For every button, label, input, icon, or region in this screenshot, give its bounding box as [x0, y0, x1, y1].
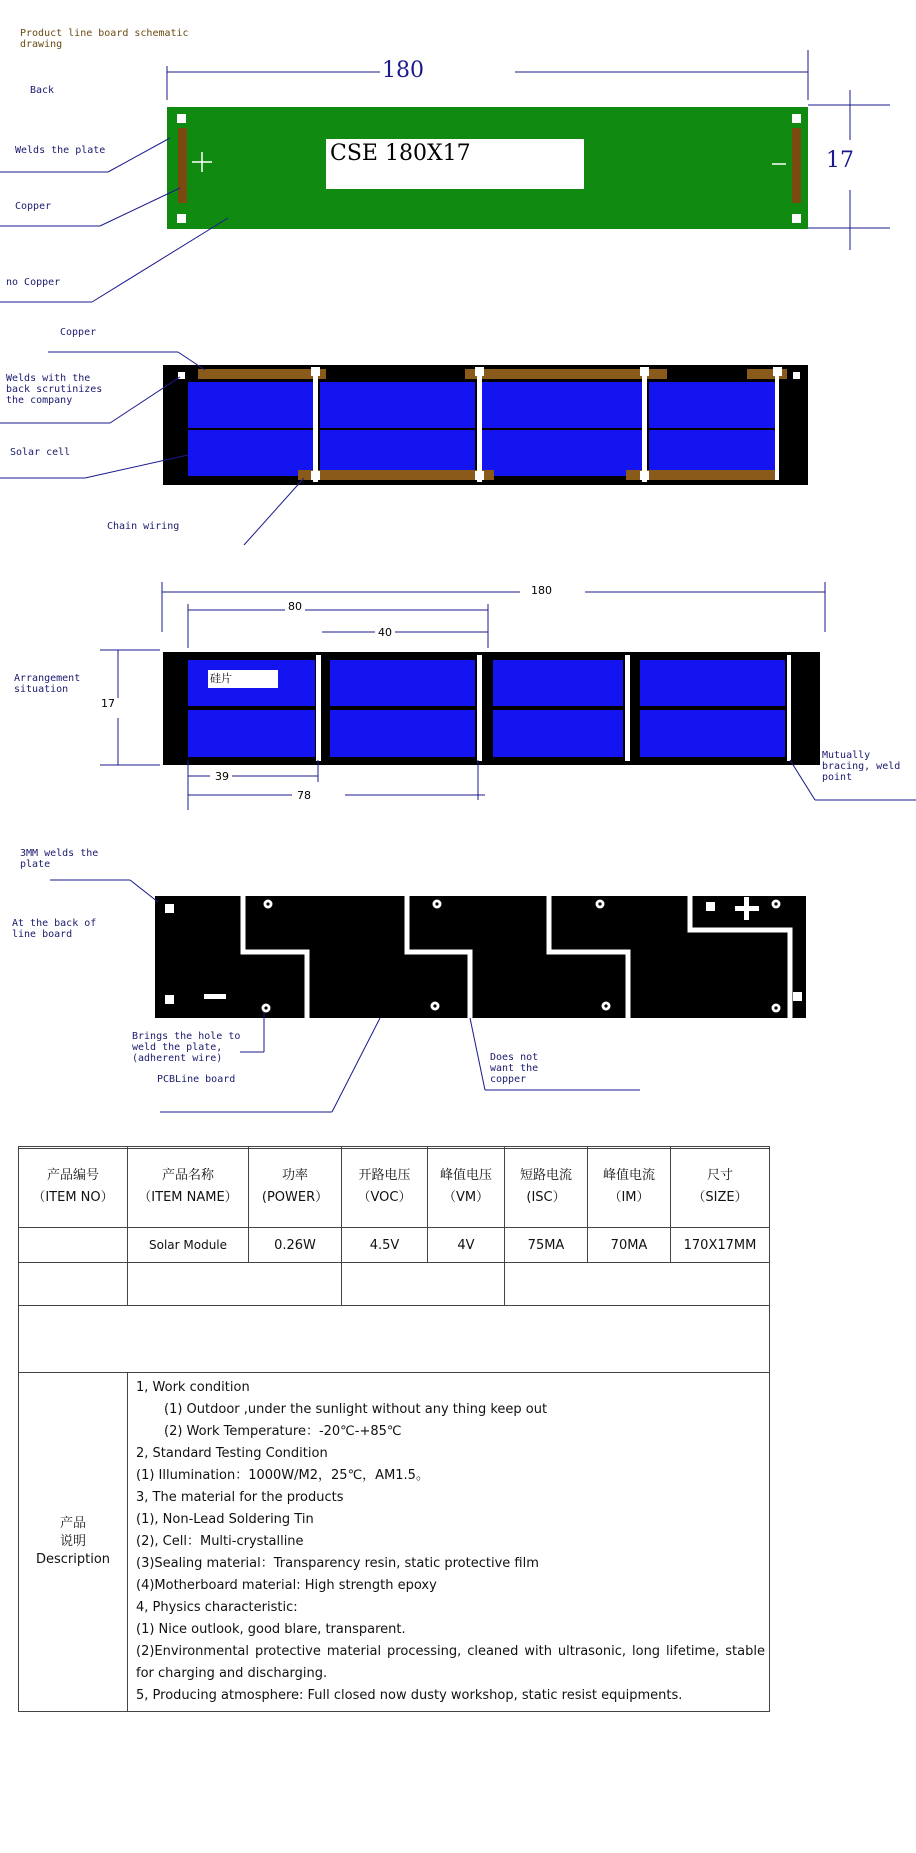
- diagram-title: Product line board schematic drawing: [20, 28, 189, 50]
- value-row: [19, 1228, 770, 1263]
- label-back: Back: [30, 85, 55, 96]
- label-arrangement: Arrangement situation: [14, 673, 81, 695]
- pcb-model-label: CSE 180X17: [326, 139, 584, 189]
- td-item-name: Solar Module: [128, 1228, 249, 1263]
- th-vm: 峰值电压 （VM）: [428, 1147, 505, 1228]
- td-voc: 4.5V: [342, 1228, 428, 1263]
- td-vm: 4V: [428, 1228, 505, 1263]
- th-power: 功率 (POWER）: [249, 1147, 342, 1228]
- arr-dim-39: 39: [215, 770, 229, 783]
- label-3mm-welds: 3MM welds the plate: [20, 848, 99, 870]
- th-size: 尺寸 （SIZE）: [671, 1147, 770, 1228]
- label-welds-back: Welds with the back scrutinizes the company: [6, 373, 103, 406]
- label-brings-hole: Brings the hole to weld the plate, (adherent wire): [132, 1031, 241, 1064]
- arr-dim-180: 180: [531, 584, 552, 597]
- dim-180: 180: [382, 58, 424, 83]
- label-welds-plate: Welds the plate: [15, 145, 106, 156]
- label-copper: Copper: [15, 201, 52, 212]
- td-size: 170X17MM: [671, 1228, 770, 1263]
- description-row: [19, 1373, 770, 1712]
- dim-17: 17: [826, 148, 854, 173]
- blank-row-2: [19, 1306, 770, 1373]
- blank-row-1: [19, 1263, 770, 1306]
- td-isc: 75MA: [505, 1228, 588, 1263]
- label-chain-wiring: Chain wiring: [107, 521, 180, 532]
- label-solar-cell: Solar cell: [10, 447, 71, 458]
- arrangement-diagram: [0, 570, 916, 830]
- th-item-name: 产品名称 （ITEM NAME）: [128, 1147, 249, 1228]
- arr-dim-80: 80: [288, 600, 302, 613]
- th-im: 峰值电流 （IM）: [588, 1147, 671, 1228]
- header-row: [19, 1147, 770, 1228]
- label-no-copper-back: Does not want the copper: [490, 1052, 539, 1085]
- cell-board-diagram: [0, 330, 916, 550]
- desc-label: 产品 说明 Description: [19, 1373, 128, 1712]
- spec-table: [18, 1146, 770, 1712]
- td-power: 0.26W: [249, 1228, 342, 1263]
- chip-label: 硅片: [208, 670, 278, 688]
- arr-dim-40: 40: [378, 626, 392, 639]
- td-im: 70MA: [588, 1228, 671, 1263]
- th-voc: 开路电压 （VOC）: [342, 1147, 428, 1228]
- arr-dim-17: 17: [101, 697, 115, 710]
- label-back-line-board: At the back of line board: [12, 918, 97, 940]
- td-item-no: [19, 1228, 128, 1263]
- label-copper-2: Copper: [60, 327, 97, 338]
- label-no-copper: no Copper: [6, 277, 61, 288]
- arr-dim-78: 78: [297, 789, 311, 802]
- th-item-no: 产品编号 （ITEM NO）: [19, 1147, 128, 1228]
- label-pcb-line-board: PCBLine board: [157, 1074, 236, 1085]
- back-board-diagram: [0, 840, 916, 1120]
- label-mutually-bracing: Mutually bracing, weld point: [822, 750, 901, 783]
- desc-content: 1, Work condition (1) Outdoor ,under the sunlight without any thing keep out (2) Work Temperature：-20℃-+85℃ 2, Standard Testing Condition (1) Illumination：1000W/M2，25℃，AM1.5。 3, The material for the products (1), Non-Lead Soldering Tin (2), Cell：Multi-crystalline (3)Sealing material：Transparency resin, static protective film (4)Motherboard material: High strength epoxy 4, Physics characteristic: (1) Nice outlook, good blare, transparent. (2)Environmental protective material processing, cleaned with ultrasonic, long lifetime, stable for charging and discharging. 5, Producing atmosphere: Full closed now dusty workshop, static resist equipments.: [128, 1373, 770, 1712]
- th-isc: 短路电流 (ISC）: [505, 1147, 588, 1228]
